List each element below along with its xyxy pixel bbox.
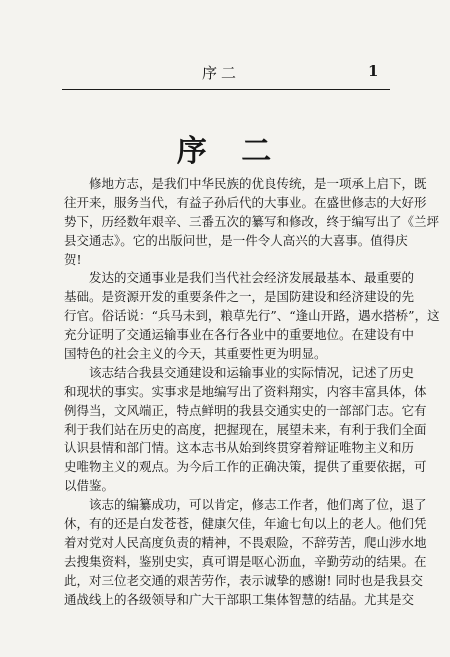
- text-line: 以借鉴。: [64, 478, 115, 494]
- text-line: 例得当，文风端正，特点鲜明的我县交通实史的一部部门志。它有: [64, 402, 427, 418]
- paragraph-4: [64, 496, 427, 609]
- text-line: 行官。俗话说：“兵马未到，粮草先行”、“逢山开路，遇水搭桥”，这: [64, 308, 440, 324]
- body-text: [64, 175, 440, 609]
- text-line: 该志结合我县交通建设和运输事业的实际情况，记述了历史: [89, 364, 415, 380]
- text-line: 着对党对人民高度负责的精神，不畏艰险，不辞劳苦，爬山涉水地: [64, 534, 427, 550]
- running-header: [0, 0, 450, 90]
- text-line: 认识县情和部门情。这本志书从始到终贯穿着辩证唯物主义和历: [64, 440, 415, 456]
- chapter-title: 序 二: [176, 134, 284, 169]
- text-line: 往开来，服务当代，有益子孙后代的大事业。在盛世修志的大好形: [64, 194, 427, 210]
- text-line: 通战线上的各级领导和广大干部职工集体智慧的结晶。尤其是交: [64, 591, 415, 607]
- text-line: 势下，历经数年艰辛、三番五次的纂写和修改，终于编写出了《兰坪: [64, 213, 440, 229]
- text-line: 修地方志，是我们中华民族的优良传统，是一项承上启下，既: [89, 176, 427, 191]
- text-line: 休，有的还是白发苍苍，健康欠佳，年逾七旬以上的老人。他们凭: [64, 516, 427, 532]
- text-line: 充分证明了交通运输事业在各行各业中的重要地位。在建设有中: [64, 327, 415, 343]
- text-line: 发达的交通事业是我们当代社会经济发展最基本、最重要的: [89, 270, 415, 286]
- text-line: 基础。是资源开发的重要条件之一，是国防建设和经济建设的先: [64, 289, 415, 305]
- text-line: 贺!: [64, 251, 82, 267]
- text-line: 国特色的社会主义的今天，其重要性更为明显。: [64, 346, 327, 362]
- text-line: 此，对三位老交通的艰苦劳作，表示诚挚的感谢! 同时也是我县交: [64, 572, 423, 588]
- paragraph-2: [64, 269, 440, 363]
- text-line: 去搜集资料，鉴别史实，真可谓是呕心沥血，辛勤劳动的结果。在: [64, 553, 427, 569]
- text-line: 利于我们站在历史的高度，把握现在，展望未来，有利于我们全面: [64, 421, 427, 437]
- page-number: 1: [368, 62, 379, 80]
- text-line: 和现状的事实。实事求是地编写出了资料翔实，内容丰富具体，体: [64, 383, 427, 399]
- text-line: 史唯物主义的观点。为今后工作的正确决策，提供了重要依据，可: [64, 459, 427, 475]
- text-line: 该志的编纂成功，可以肯定，修志工作者，他们离了位，退了: [89, 497, 427, 513]
- running-header-title: 序二: [202, 64, 241, 82]
- text-line: 县交通志》。它的出版问世，是一件令人高兴的大喜事。值得庆: [64, 232, 408, 248]
- header-rule: [62, 89, 390, 90]
- paragraph-3: [64, 364, 427, 496]
- paragraph-1: [64, 175, 440, 269]
